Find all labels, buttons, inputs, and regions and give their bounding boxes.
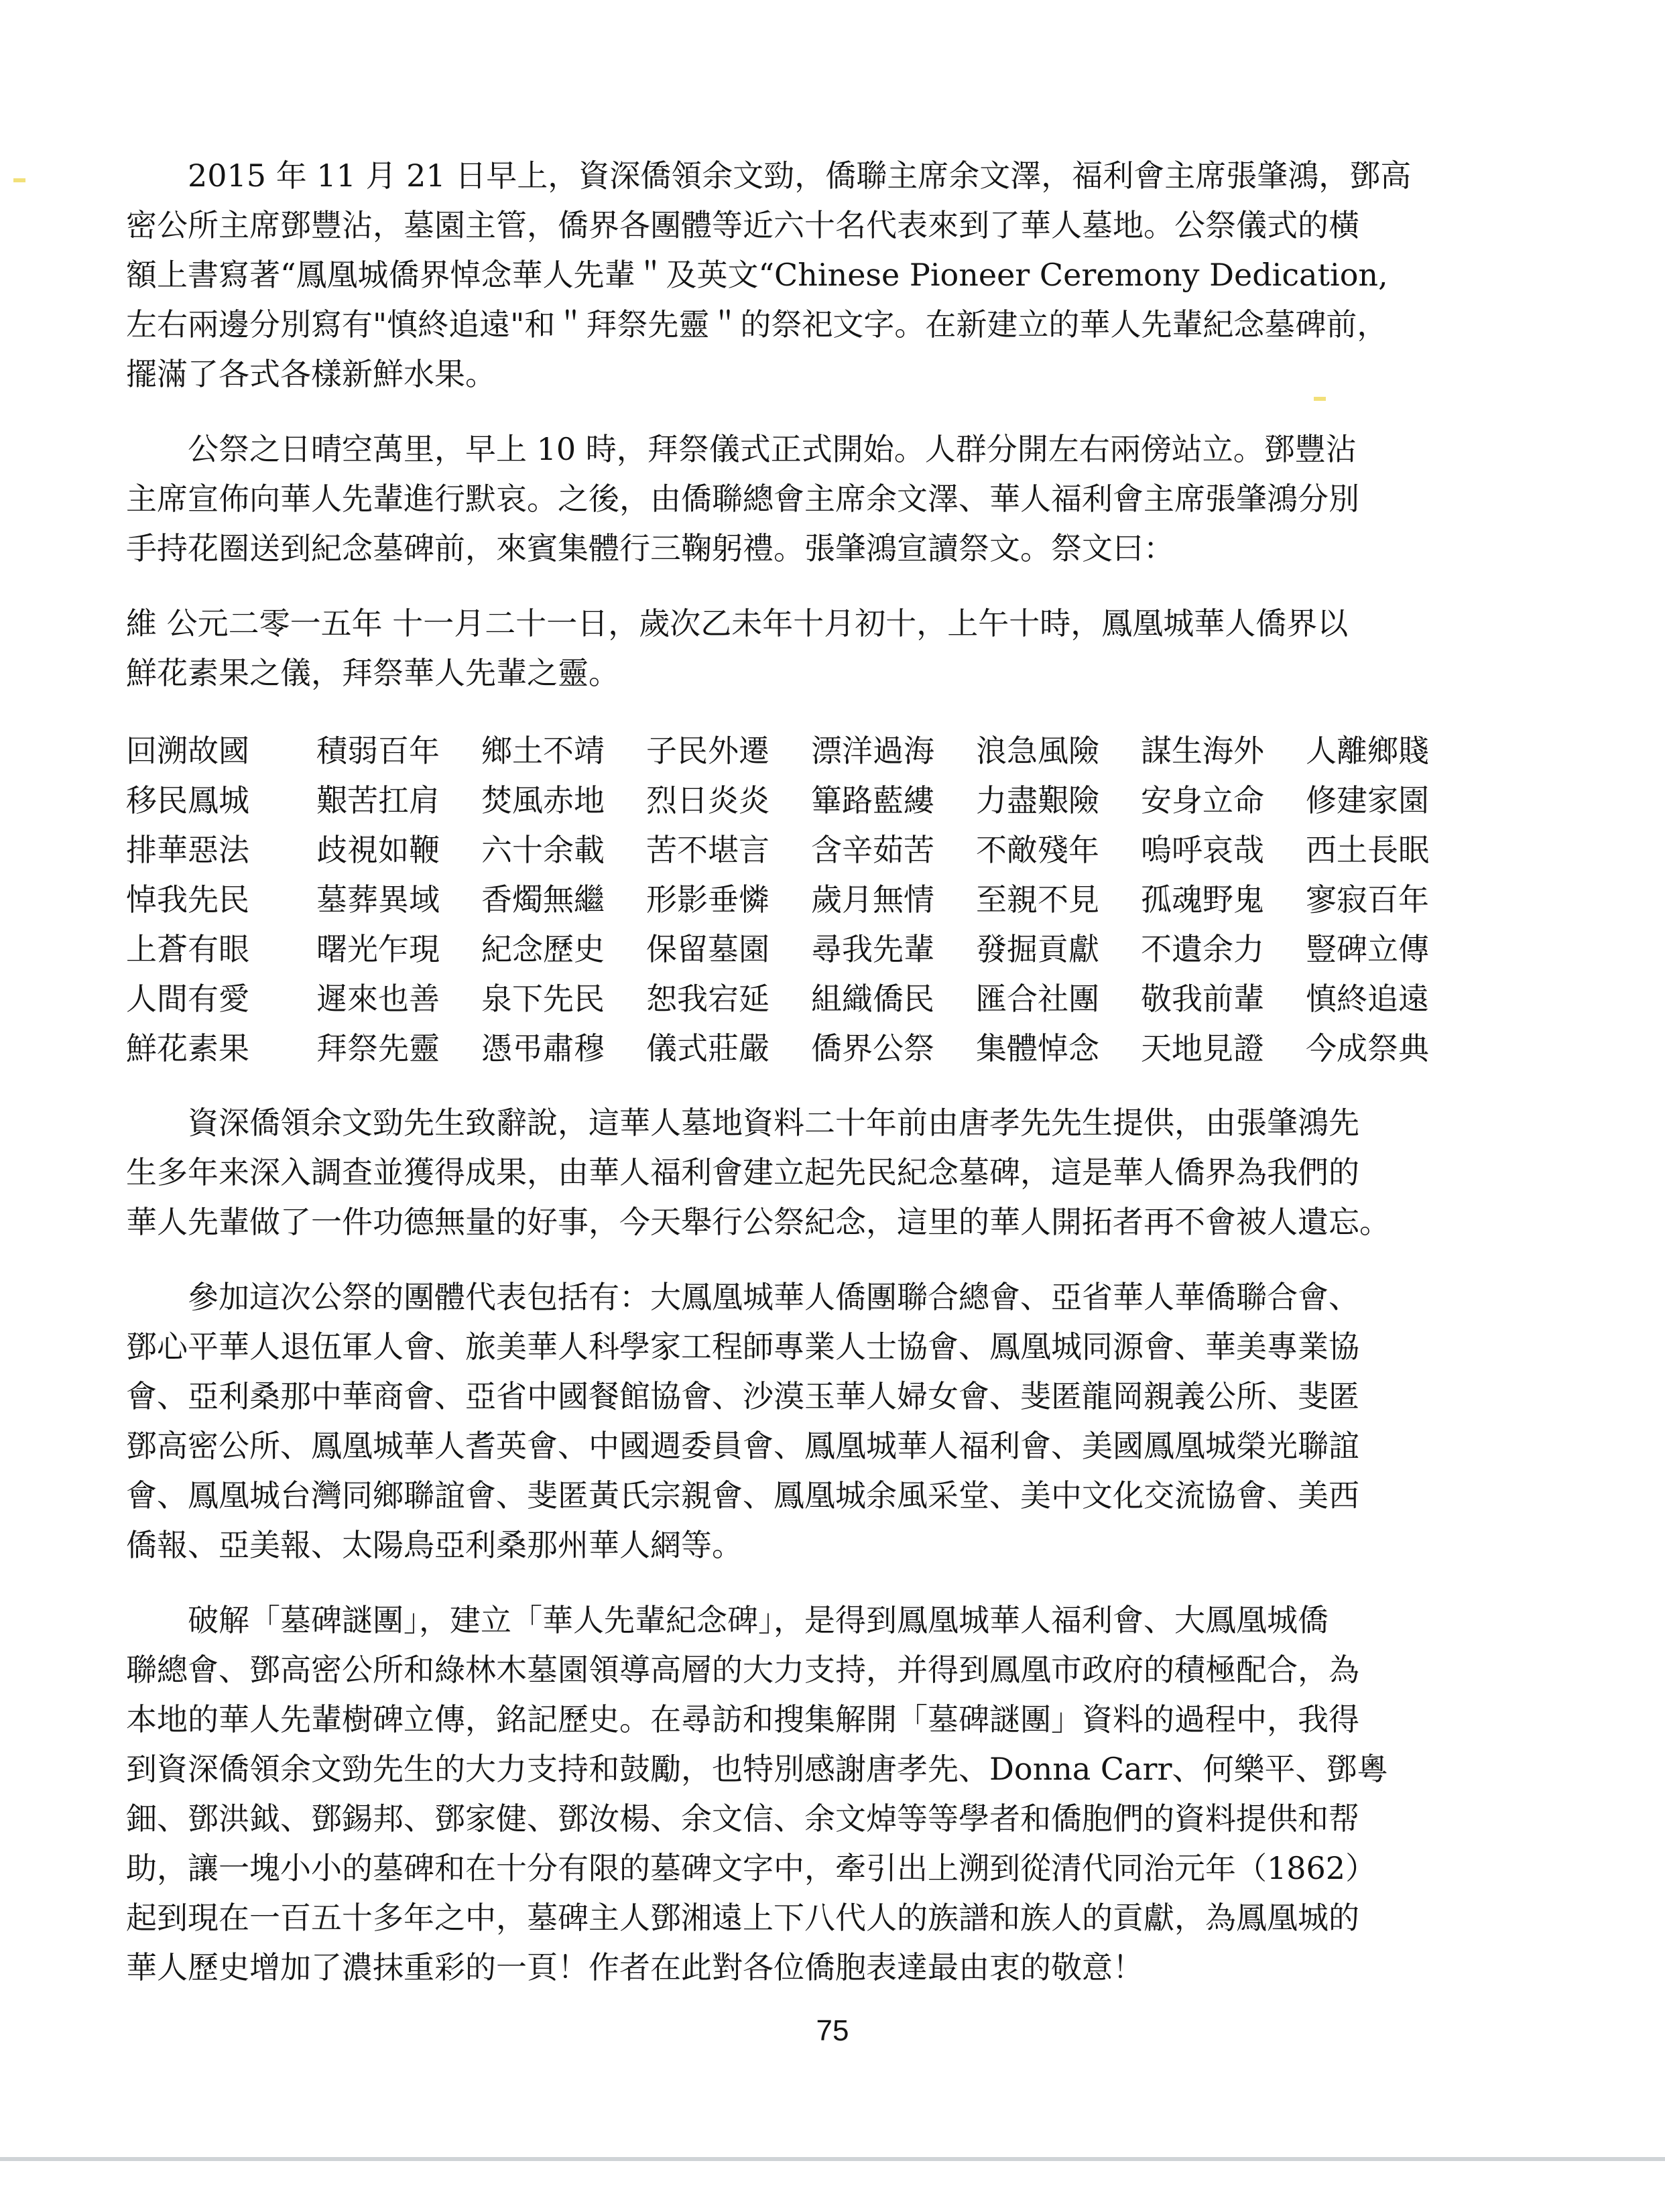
verse-phrase: 烈日炎炎 <box>646 782 769 818</box>
verse-phrase: 不敵殘年 <box>976 832 1099 868</box>
verse-phrase: 豎碑立傳 <box>1306 931 1429 967</box>
verse-phrase: 組織僑民 <box>811 981 934 1017</box>
eulogy-verse-grid <box>126 726 1500 1073</box>
text-line: 生多年来深入調查並獲得成果，由華人福利會建立起先民紀念墓碑，這是華人僑界為我們的 <box>126 1154 1359 1190</box>
page-number: 75 <box>816 2014 849 2047</box>
verse-phrase: 篳路藍縷 <box>811 782 934 818</box>
verse-phrase: 歲月無情 <box>811 881 934 918</box>
text-line: 破解「墓碑謎團」，建立「華人先輩紀念碑」，是得到鳳凰城華人福利會、大鳳凰城僑 <box>126 1602 1329 1638</box>
verse-phrase: 漂洋過海 <box>811 733 934 769</box>
text-line: 主席宣佈向華人先輩進行默哀。之後，由僑聯總會主席余文澤、華人福利會主席張肇鴻分別 <box>126 481 1359 517</box>
text-line: 鄧高密公所、鳳凰城華人耆英會、中國週委員會、鳳凰城華人福利會、美國鳳凰城榮光聯誼 <box>126 1428 1359 1464</box>
verse-phrase: 謀生海外 <box>1141 733 1264 769</box>
verse-phrase: 拜祭先靈 <box>316 1030 440 1066</box>
text-line: 擺滿了各式各樣新鮮水果。 <box>126 356 496 392</box>
verse-phrase: 人間有愛 <box>126 981 249 1017</box>
verse-phrase: 浪急風險 <box>976 733 1099 769</box>
verse-phrase: 上蒼有眼 <box>126 931 249 967</box>
verse-row <box>126 924 1500 974</box>
verse-phrase: 歧視如鞭 <box>316 832 440 868</box>
text-line: 華人先輩做了一件功德無量的好事，今天舉行公祭紀念，這里的華人開拓者再不會被人遺忘。 <box>126 1204 1390 1240</box>
verse-phrase: 艱苦扛肩 <box>316 782 440 818</box>
scan-edge-line <box>0 2157 1665 2161</box>
text-line: 起到現在一百五十多年之中，墓碑主人鄧湘遠上下八代人的族譜和族人的貢獻，為鳳凰城的 <box>126 1900 1359 1936</box>
text-line: 助，讓一塊小小的墓碑和在十分有限的墓碑文字中，牽引出上溯到從清代同治元年（1862） <box>126 1850 1377 1886</box>
verse-phrase: 苦不堪言 <box>646 832 769 868</box>
paragraph-ceremony-intro <box>126 151 1500 399</box>
verse-phrase: 子民外遷 <box>646 733 769 769</box>
verse-phrase: 排華惡法 <box>126 832 249 868</box>
verse-phrase: 發掘貢獻 <box>976 931 1099 967</box>
verse-phrase: 移民鳳城 <box>126 782 249 818</box>
verse-phrase: 僑界公祭 <box>811 1030 934 1066</box>
verse-phrase: 人離鄉賤 <box>1306 733 1429 769</box>
text-line: 2015 年 11 月 21 日早上，資深僑領余文勁，僑聯主席余文澤，福利會主席張肇鴻，鄧高 <box>126 158 1412 194</box>
text-line: 鄧心平華人退伍軍人會、旅美華人科學家工程師專業人士協會、鳳凰城同源會、華美專業協 <box>126 1329 1359 1365</box>
verse-phrase: 西土長眠 <box>1306 832 1429 868</box>
text-line: 會、亞利桑那中華商會、亞省中國餐館協會、沙漠玉華人婦女會、斐匿龍岡親義公所、斐匿 <box>126 1378 1359 1414</box>
verse-phrase: 六十余載 <box>481 832 605 868</box>
verse-phrase: 回溯故國 <box>126 733 249 769</box>
verse-phrase: 悼我先民 <box>126 881 249 918</box>
verse-phrase: 匯合社團 <box>976 981 1099 1017</box>
verse-phrase: 鮮花素果 <box>126 1030 249 1066</box>
verse-phrase: 恕我宕延 <box>646 981 769 1017</box>
verse-phrase: 至親不見 <box>976 881 1099 918</box>
text-line: 鮮花素果之儀，拜祭華人先輩之靈。 <box>126 655 619 691</box>
scan-mark <box>13 178 25 182</box>
text-line: 左右兩邊分別寫有"慎終追遠"和＂拜祭先靈＂的祭祀文字。在新建立的華人先輩紀念墓碑前， <box>126 306 1388 343</box>
text-line: 會、鳳凰城台灣同鄉聯誼會、斐匿黃氏宗親會、鳳凰城余風采堂、美中文化交流協會、美西 <box>126 1477 1359 1514</box>
paragraph-ceremony-start <box>126 424 1500 573</box>
verse-phrase: 遲來也善 <box>316 981 440 1017</box>
paragraph-participants <box>126 1272 1500 1570</box>
verse-phrase: 憑弔肅穆 <box>481 1030 605 1066</box>
verse-phrase: 曙光乍現 <box>316 931 440 967</box>
text-line: 聯總會、鄧高密公所和綠林木墓園領導高層的大力支持，并得到鳳凰市政府的積極配合，為 <box>126 1652 1359 1688</box>
verse-phrase: 孤魂野鬼 <box>1141 881 1264 918</box>
verse-phrase: 嗚呼哀哉 <box>1141 832 1264 868</box>
verse-phrase: 墓葬異域 <box>316 881 440 918</box>
paragraph-speech <box>126 1098 1500 1247</box>
verse-phrase: 天地見證 <box>1141 1030 1264 1066</box>
text-line: 額上書寫著“鳳凰城僑界悼念華人先輩＂及英文“Chinese Pioneer Ceremony Dedication, <box>126 257 1388 293</box>
verse-row <box>126 875 1500 924</box>
text-line: 到資深僑領余文勁先生的大力支持和鼓勵，也特別感謝唐孝先、Donna Carr、何樂平、鄧粵 <box>126 1751 1388 1787</box>
verse-phrase: 力盡艱險 <box>976 782 1099 818</box>
verse-phrase: 今成祭典 <box>1306 1030 1429 1066</box>
verse-phrase: 集體悼念 <box>976 1030 1099 1066</box>
paragraph-acknowledgements <box>126 1595 1500 1992</box>
verse-phrase: 慎終追遠 <box>1306 981 1429 1017</box>
text-line: 僑報、亞美報、太陽鳥亞利桑那州華人網等。 <box>126 1527 743 1563</box>
text-line: 資深僑領余文勁先生致辭說，這華人墓地資料二十年前由唐孝先先生提供，由張肇鴻先 <box>126 1105 1359 1141</box>
verse-phrase: 香燭無繼 <box>481 881 605 918</box>
verse-phrase: 積弱百年 <box>316 733 440 769</box>
verse-phrase: 尋我先輩 <box>811 931 934 967</box>
text-line: 本地的華人先輩樹碑立傳，銘記歷史。在尋訪和搜集解開「墓碑謎團」資料的過程中，我得 <box>126 1701 1359 1737</box>
verse-phrase: 寥寂百年 <box>1306 881 1429 918</box>
verse-phrase: 焚風赤地 <box>481 782 605 818</box>
verse-row <box>126 726 1500 776</box>
verse-row <box>126 1024 1500 1073</box>
verse-phrase: 泉下先民 <box>481 981 605 1017</box>
verse-phrase: 保留墓園 <box>646 931 769 967</box>
verse-phrase: 含辛茹苦 <box>811 832 934 868</box>
text-line: 公祭之日晴空萬里，早上 10 時，拜祭儀式正式開始。人群分開左右兩傍站立。鄧豐沾 <box>126 431 1357 467</box>
text-line: 華人歷史增加了濃抹重彩的一頁！作者在此對各位僑胞表達最由衷的敬意！ <box>126 1949 1144 1985</box>
verse-phrase: 修建家園 <box>1306 782 1429 818</box>
verse-phrase: 鄉土不靖 <box>481 733 605 769</box>
text-line: 維 公元二零一五年 十一月二十一日，歲次乙未年十月初十，上午十時，鳳凰城華人僑界以 <box>126 605 1349 641</box>
text-line: 參加這次公祭的團體代表包括有：大鳳凰城華人僑團聯合總會、亞省華人華僑聯合會、 <box>126 1279 1359 1315</box>
verse-row <box>126 776 1500 825</box>
text-line: 密公所主席鄧豐沾，墓園主管，僑界各團體等近六十名代表來到了華人墓地。公祭儀式的橫 <box>126 207 1359 243</box>
verse-phrase: 儀式莊嚴 <box>646 1030 769 1066</box>
paragraph-eulogy-opening <box>126 599 1500 698</box>
verse-phrase: 不遺余力 <box>1141 931 1264 967</box>
verse-phrase: 敬我前輩 <box>1141 981 1264 1017</box>
text-line: 鈿、鄧洪鉞、鄧錫邦、鄧家健、鄧汝楊、余文信、余文焯等等學者和僑胞們的資料提供和帮 <box>126 1800 1359 1837</box>
verse-phrase: 安身立命 <box>1141 782 1264 818</box>
verse-phrase: 形影垂憐 <box>646 881 769 918</box>
verse-phrase: 紀念歷史 <box>481 931 605 967</box>
text-line: 手持花圈送到紀念墓碑前，來賓集體行三鞠躬禮。張肇鴻宣讀祭文。祭文曰： <box>126 530 1174 566</box>
verse-row <box>126 974 1500 1024</box>
verse-row <box>126 825 1500 875</box>
